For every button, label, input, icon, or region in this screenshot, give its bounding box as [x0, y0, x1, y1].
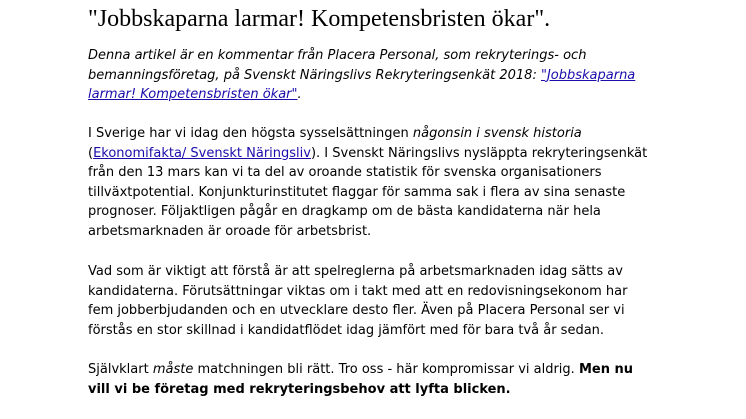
p3-emphasis: måste: [152, 362, 194, 377]
rekryteringsenkat-link[interactable]: "Jobbskaparna larmar! Kompetensbristen ökar": [88, 67, 636, 102]
intro-text: Denna artikel är en kommentar från Placera Personal, som rekryterings- och bemanningsföretag, på Svenskt Näringslivs Rekryteringsenkät 2018:: [88, 48, 587, 83]
article-title: "Jobbskaparna larmar! Kompetensbristen ökar".: [88, 6, 551, 32]
p1-text-b: (: [88, 145, 94, 161]
intro-end: .: [297, 87, 302, 102]
p3-text-a: Självklart: [88, 362, 153, 377]
p1-emphasis: någonsin i svensk historia: [412, 126, 582, 141]
intro-paragraph: [88, 46, 648, 105]
p3-bold: Men nu vill vi be företag med rekryteringsbehov att lyfta blicken.: [88, 362, 633, 397]
paragraph-rules: Vad som är viktigt att förstå är att spelreglerna på arbetsmarknaden idag sätts av kandidaterna. Förutsättningar viktas om i takt med att en redovisningsekonom har fem jobberbjudanden och en utvecklare desto fler. Även på Placera Personal ser vi förstås en stor skillnad i kandidatflödet idag jämfört med för bara två år sedan.: [88, 264, 628, 338]
p1-text-c: ). I Svenskt Näringslivs nysläppta rekryteringsenkät från den 13 mars kan vi ta del av oroande statistik för svenska organisationers tillväxtpotential. Konjunkturinstitutet flaggar för samma sak i flera av sina senaste prognoser. Följaktligen pågår en dragkamp om de bästa kandidaterna när hela arbetsmarknaden är oroade för arbetsbrist.: [88, 145, 648, 239]
p1-text-a: I Sverige har vi idag den högsta sysselsättningen: [88, 126, 413, 141]
paragraph-matching: [88, 360, 648, 399]
p3-text-b: matchningen bli rätt. Tro oss - här kompromissar vi aldrig.: [193, 362, 579, 377]
ekonomifakta-link[interactable]: Ekonomifakta/ Svenskt Näringsliv: [93, 145, 311, 161]
paragraph-employment: [88, 124, 648, 241]
